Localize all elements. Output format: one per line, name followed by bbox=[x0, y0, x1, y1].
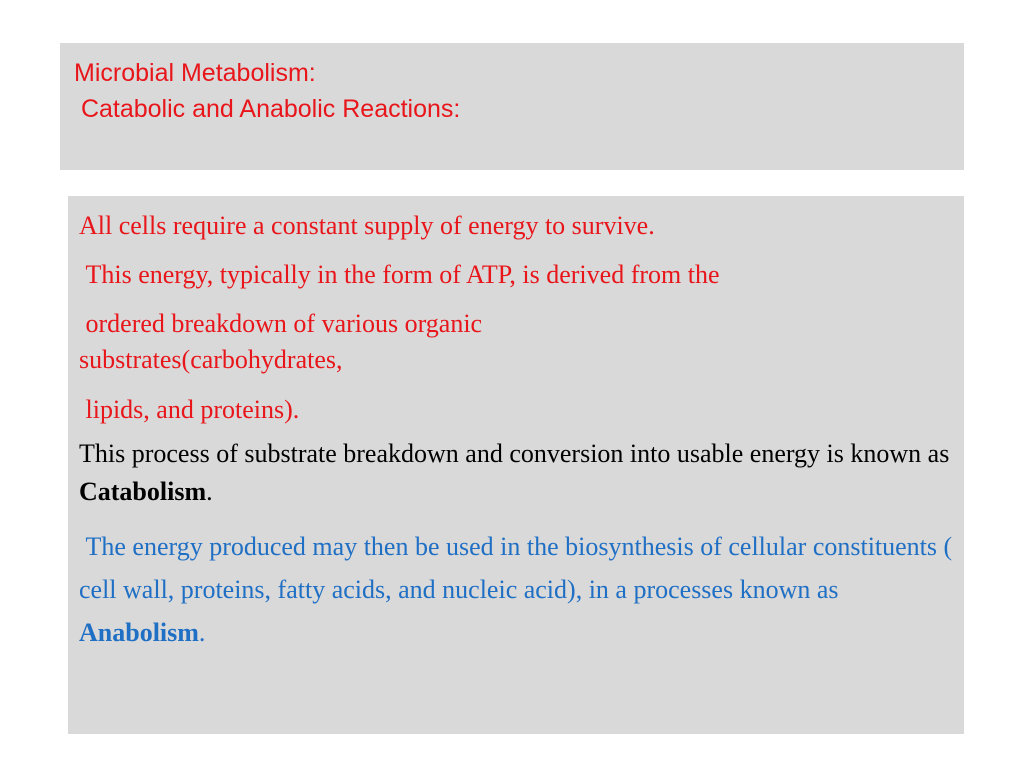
catabolism-text: This process of substrate breakdown and conversion into usable energy is known as bbox=[79, 439, 956, 468]
body-line-3: ordered breakdown of various organic bbox=[79, 309, 483, 338]
anabolism-paragraph bbox=[79, 525, 959, 654]
catabolism-paragraph bbox=[79, 435, 954, 511]
content-box bbox=[68, 196, 964, 734]
body-line-5: lipids, and proteins). bbox=[79, 395, 300, 424]
title-line-2: Catabolic and Anabolic Reactions: bbox=[74, 95, 461, 123]
title-line-1: Microbial Metabolism: bbox=[74, 59, 316, 87]
body-line-4: substrates(carbohydrates, bbox=[79, 345, 343, 374]
body-line-1: All cells require a constant supply of energy to survive. bbox=[79, 211, 655, 240]
anabolism-period: . bbox=[198, 618, 206, 647]
catabolism-term: Catabolism bbox=[79, 477, 207, 506]
anabolism-term: Anabolism bbox=[79, 618, 199, 647]
anabolism-text: The energy produced may then be used in the biosynthesis of cellular constituents ( cell wall, proteins, fatty acids, and nucleic acid), in a processes known as bbox=[79, 532, 959, 604]
title-box bbox=[60, 43, 964, 170]
catabolism-period: . bbox=[206, 477, 213, 506]
body-line-2: This energy, typically in the form of ATP, is derived from the bbox=[79, 260, 720, 289]
